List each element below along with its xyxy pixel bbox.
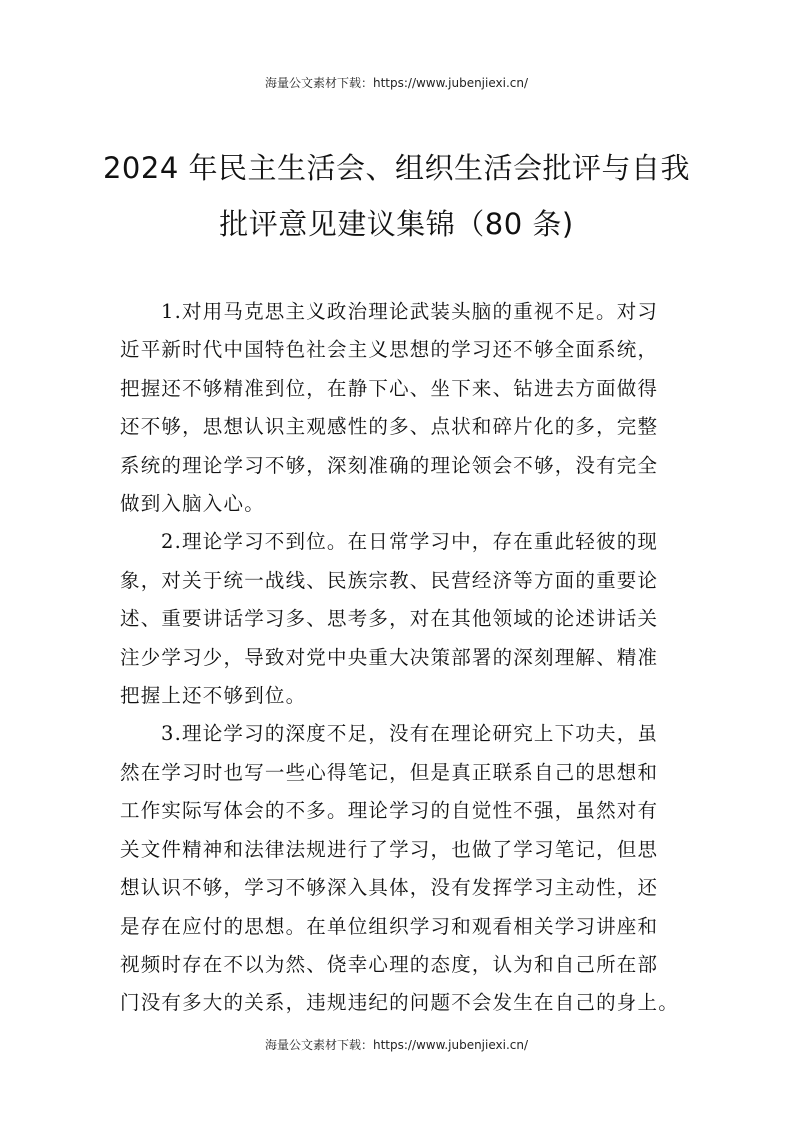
paragraph-line: 视频时存在不以为然、侥幸心理的态度，认为和自己所在部 bbox=[120, 952, 659, 976]
paragraph-line: 工作实际写体会的不多。理论学习的自觉性不强，虽然对有 bbox=[120, 799, 659, 823]
paragraph-line: 近平新时代中国特色社会主义思想的学习还不够全面系统， bbox=[120, 338, 659, 362]
paragraph-line: 3.理论学习的深度不足，没有在理论研究上下功夫，虽 bbox=[161, 722, 659, 746]
paragraph-line: 想认识不够，学习不够深入具体，没有发挥学习主动性，还 bbox=[120, 876, 659, 900]
paragraph-line: 1.对用马克思主义政治理论武装头脑的重视不足。对习 bbox=[161, 300, 659, 323]
paragraph-line: 关文件精神和法律法规进行了学习，也做了学习笔记，但思 bbox=[120, 837, 659, 861]
paragraph-line: 2.理论学习不到位。在日常学习中，存在重此轻彼的现 bbox=[161, 530, 659, 554]
paragraph-line: 系统的理论学习不够，深刻准确的理论领会不够，没有完全 bbox=[120, 453, 659, 477]
page-header: 海量公文素材下载：https://www.jubenjiexi.cn/ bbox=[264, 76, 529, 90]
paragraph-1 bbox=[120, 293, 678, 523]
document-body bbox=[120, 293, 678, 1023]
paragraph-line: 注少学习少，导致对党中央重大决策部署的深刻理解、精准 bbox=[120, 645, 659, 669]
paragraph-line: 把握上还不够到位。 bbox=[120, 684, 307, 708]
paragraph-line: 是存在应付的思想。在单位组织学习和观看相关学习讲座和 bbox=[120, 914, 659, 938]
paragraph-2 bbox=[120, 523, 678, 715]
paragraph-3 bbox=[120, 715, 678, 1022]
paragraph-line: 述、重要讲话学习多、思考多，对在其他领域的论述讲话关 bbox=[120, 607, 659, 631]
title-line-2: 批评意见建议集锦（80 条) bbox=[219, 207, 574, 241]
title-line-1: 2024 年民主生活会、组织生活会批评与自我 bbox=[102, 151, 691, 185]
document-title bbox=[100, 140, 693, 252]
paragraph-line: 门没有多大的关系，违规违纪的问题不会发生在自己的身上。 bbox=[120, 991, 679, 1015]
paragraph-line: 象，对关于统一战线、民族宗教、民营经济等方面的重要论 bbox=[120, 568, 659, 592]
paragraph-line: 把握还不够精准到位，在静下心、坐下来、钻进去方面做得 bbox=[120, 376, 659, 400]
paragraph-line: 做到入脑入心。 bbox=[120, 492, 265, 516]
paragraph-line: 然在学习时也写一些心得笔记，但是真正联系自己的思想和 bbox=[120, 760, 659, 784]
page-footer: 海量公文素材下载：https://www.jubenjiexi.cn/ bbox=[264, 1038, 529, 1052]
paragraph-line: 还不够，思想认识主观感性的多、点状和碎片化的多，完整 bbox=[120, 415, 659, 439]
